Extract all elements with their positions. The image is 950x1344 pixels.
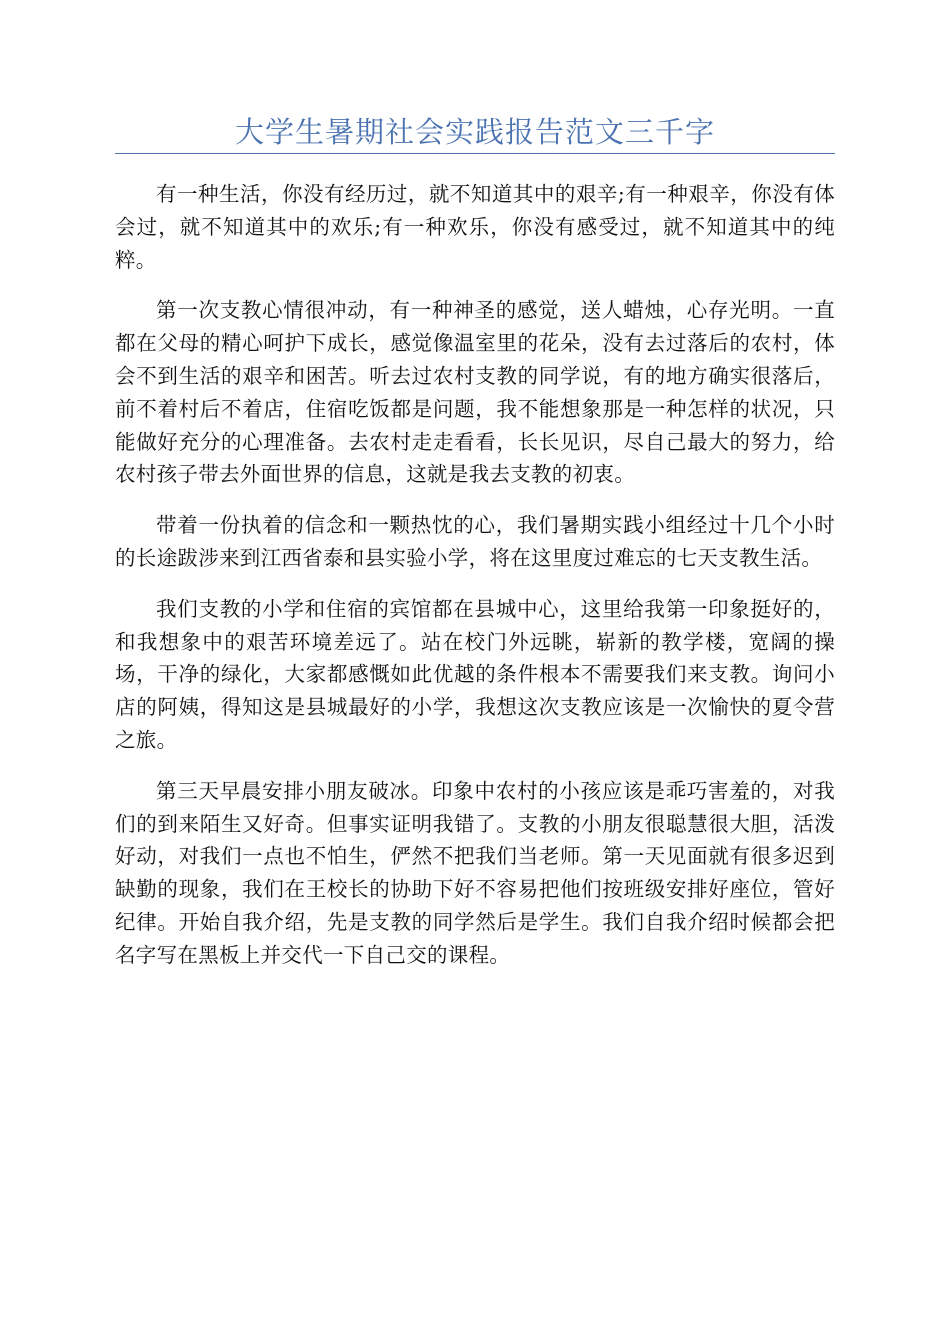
paragraph-3: 带着一份执着的信念和一颗热忱的心，我们暑期实践小组经过十几个小时的长途跋涉来到江西省泰和县实验小学，将在这里度过难忘的七天支教生活。 [115, 513, 835, 570]
document-title: 大学生暑期社会实践报告范文三千字 [234, 115, 715, 149]
document-body [115, 178, 835, 990]
title-underline [115, 153, 835, 154]
paragraph-2: 第一次支教心情很冲动，有一种神圣的感觉，送人蜡烛，心存光明。一直都在父母的精心呵护下成长，感觉像温室里的花朵，没有去过落后的农村，体会不到生活的艰辛和困苦。听去过农村支教的同学说，有的地方确实很落后，前不着村后不着店，住宿吃饭都是问题，我不能想象那是一种怎样的状况，只能做好充分的心理准备。去农村走走看看，长长见识，尽自己最大的努力，给农村孩子带去外面世界的信息，这就是我去支教的初衷。 [115, 298, 835, 487]
paragraph-5: 第三天早晨安排小朋友破冰。印象中农村的小孩应该是乖巧害羞的，对我们的到来陌生又好奇。但事实证明我错了。支教的小朋友很聪慧很大胆，活泼好动，对我们一点也不怕生，俨然不把我们当老师。第一天见面就有很多迟到缺勤的现象，我们在王校长的协助下好不容易把他们按班级安排好座位，管好纪律。开始自我介绍，先是支教的同学然后是学生。我们自我介绍时候都会把名字写在黑板上并交代一下自己交的课程。 [115, 778, 835, 967]
paragraph-1: 有一种生活，你没有经历过，就不知道其中的艰辛;有一种艰辛，你没有体会过，就不知道其中的欢乐;有一种欢乐，你没有感受过，就不知道其中的纯粹。 [115, 182, 835, 272]
paragraph-4: 我们支教的小学和住宿的宾馆都在县城中心，这里给我第一印象挺好的，和我想象中的艰苦环境差远了。站在校门外远眺，崭新的教学楼，宽阔的操场，干净的绿化，大家都感慨如此优越的条件根本不需要我们来支教。询问小店的阿姨，得知这是县城最好的小学，我想这次支教应该是一次愉快的夏令营之旅。 [115, 596, 835, 752]
